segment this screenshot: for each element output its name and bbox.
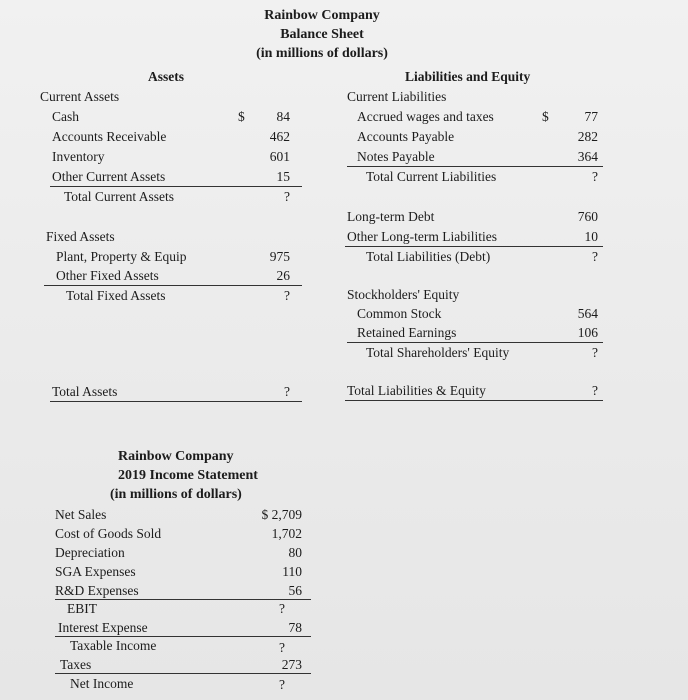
total-shareholders-equity-value: ?: [592, 345, 598, 360]
rd-label: R&D Expenses: [55, 583, 139, 598]
total-fixed-assets-value: ?: [284, 288, 290, 303]
interest-expense-value: 78: [288, 620, 302, 635]
taxes-value: 273: [281, 657, 302, 672]
other-fixed-assets-label: Other Fixed Assets: [56, 268, 159, 283]
depreciation-label: Depreciation: [55, 545, 125, 560]
total-liabilities-equity-label: Total Liabilities & Equity: [347, 383, 486, 398]
bs-title: Balance Sheet: [280, 27, 364, 42]
accrued-wages-value: 77: [584, 109, 598, 124]
net-sales-value: $ 2,709: [261, 507, 302, 522]
notes-payable-label: Notes Payable: [357, 149, 435, 164]
fixed-assets-heading: Fixed Assets: [46, 229, 115, 244]
cogs-label: Cost of Goods Sold: [55, 526, 162, 541]
notes-payable-value: 364: [577, 149, 598, 164]
inventory-value: 601: [269, 149, 290, 164]
accounts-payable-label: Accounts Payable: [357, 129, 455, 144]
underline: [55, 673, 311, 674]
ebit-value: ?: [279, 601, 285, 616]
underline: [347, 342, 603, 343]
accrued-wages-dollar: $: [542, 109, 549, 124]
underline: [50, 186, 302, 187]
underline: [50, 401, 302, 402]
total-liabilities-label: Total Liabilities (Debt): [366, 249, 491, 264]
total-shareholders-equity-label: Total Shareholders' Equity: [366, 345, 510, 360]
ppe-value: 975: [269, 249, 290, 264]
accounts-payable-value: 282: [577, 129, 598, 144]
depreciation-value: 80: [288, 545, 302, 560]
taxes-label: Taxes: [60, 657, 92, 672]
other-current-assets-label: Other Current Assets: [52, 169, 166, 184]
other-current-assets-value: 15: [276, 169, 290, 184]
other-lt-liabilities-label: Other Long-term Liabilities: [347, 229, 497, 244]
ebit-label: EBIT: [67, 601, 97, 616]
assets-heading: Assets: [148, 69, 184, 84]
ar-label: Accounts Receivable: [52, 129, 167, 144]
is-title: 2019 Income Statement: [118, 468, 258, 483]
underline: [345, 246, 603, 247]
cash-label: Cash: [52, 109, 79, 124]
ppe-label: Plant, Property & Equip: [56, 249, 187, 264]
underline: [55, 636, 311, 637]
total-assets-value: ?: [284, 384, 290, 399]
inventory-label: Inventory: [52, 149, 105, 164]
accrued-wages-label: Accrued wages and taxes: [357, 109, 494, 124]
underline: [55, 599, 311, 600]
total-fixed-assets-label: Total Fixed Assets: [66, 288, 166, 303]
common-stock-value: 564: [577, 306, 598, 321]
total-liabilities-equity-value: ?: [592, 383, 598, 398]
other-lt-liabilities-value: 10: [584, 229, 598, 244]
bs-company: Rainbow Company: [264, 8, 380, 23]
cash-dollar: $: [238, 109, 245, 124]
total-current-liabilities-label: Total Current Liabilities: [366, 169, 497, 184]
net-income-label: Net Income: [70, 676, 134, 691]
ar-value: 462: [269, 129, 290, 144]
taxable-income-value: ?: [279, 640, 285, 655]
net-income-value: ?: [279, 677, 285, 692]
common-stock-label: Common Stock: [357, 306, 442, 321]
current-assets-heading: Current Assets: [40, 89, 120, 104]
rd-value: 56: [288, 583, 302, 598]
sga-value: 110: [282, 564, 302, 579]
liabilities-heading: Liabilities and Equity: [405, 69, 531, 84]
current-liabilities-heading: Current Liabilities: [347, 89, 447, 104]
taxable-income-label: Taxable Income: [70, 638, 157, 653]
underline: [345, 400, 603, 401]
total-liabilities-value: ?: [592, 249, 598, 264]
retained-earnings-value: 106: [577, 325, 598, 340]
interest-expense-label: Interest Expense: [58, 620, 148, 635]
sga-label: SGA Expenses: [55, 564, 136, 579]
total-assets-label: Total Assets: [52, 384, 118, 399]
cogs-value: 1,702: [271, 526, 302, 541]
retained-earnings-label: Retained Earnings: [357, 325, 457, 340]
is-company: Rainbow Company: [118, 449, 234, 464]
total-current-liabilities-value: ?: [592, 169, 598, 184]
total-current-assets-value: ?: [284, 189, 290, 204]
underline: [347, 166, 603, 167]
underline: [44, 285, 302, 286]
total-current-assets-label: Total Current Assets: [64, 189, 175, 204]
other-fixed-assets-value: 26: [276, 268, 290, 283]
stockholders-equity-heading: Stockholders' Equity: [347, 287, 460, 302]
long-term-debt-label: Long-term Debt: [347, 209, 435, 224]
is-unit: (in millions of dollars): [110, 487, 242, 502]
net-sales-label: Net Sales: [55, 507, 107, 522]
long-term-debt-value: 760: [577, 209, 598, 224]
bs-unit: (in millions of dollars): [256, 46, 388, 61]
cash-value: 84: [276, 109, 290, 124]
